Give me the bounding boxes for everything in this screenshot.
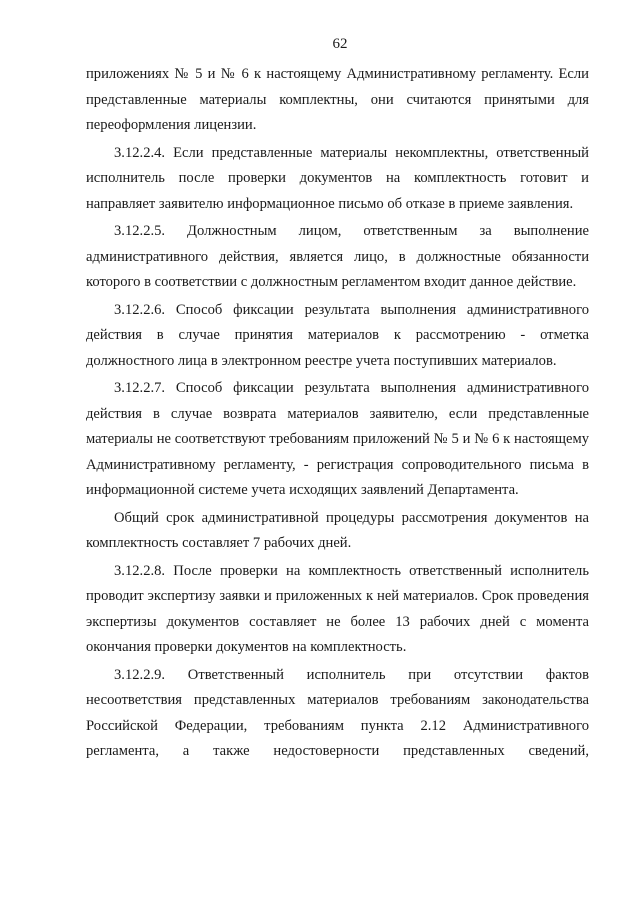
paragraph-3-12-2-5: 3.12.2.5. Должностным лицом, ответственным за выполнение административного действия, является лицо, в должностные обязанности которого в соответствии с должностным регламентом входит данное действие.	[86, 223, 589, 290]
paragraph-3-12-2-8: 3.12.2.8. После проверки на комплектность ответственный исполнитель проводит экспертизу заявки и приложенных к ней материалов. Срок проведения экспертизы документов составляет не более 13 рабочих дней с момента окончания проверки документов на комплектность.	[86, 562, 589, 655]
paragraph-3-12-2-4: 3.12.2.4. Если представленные материалы некомплектны, ответственный исполнитель после проверки документов на комплектность готовит и направляет заявителю информационное письмо об отказе в приеме заявления.	[86, 144, 589, 212]
paragraph-3-12-2-9: 3.12.2.9. Ответственный исполнитель при отсутствии фактов несоответствия представленных материалов требованиям законодательства Российской Федерации, требованиям пункта 2.12 Административного регламента, а также недостоверности представленных сведений,	[86, 666, 589, 759]
paragraph-total-term: Общий срок административной процедуры рассмотрения документов на комплектность составляет 7 рабочих дней.	[86, 509, 589, 551]
document-body	[86, 62, 589, 765]
paragraph-continuation: приложениях № 5 и № 6 к настоящему Административному регламенту. Если представленные материалы комплектны, они считаются принятыми для переоформления лицензии.	[86, 66, 589, 133]
page-number: 62	[332, 36, 348, 52]
paragraph-3-12-2-7: 3.12.2.7. Способ фиксации результата выполнения административного действия в случае возврата материалов заявителю, если представленные материалы не соответствуют требованиям приложений № 5 и № 6 к настоящему Административному регламенту, - регистрация сопроводительного письма в информационной системе учета исходящих заявлений Департамента.	[86, 380, 589, 498]
paragraph-3-12-2-6: 3.12.2.6. Способ фиксации результата выполнения административного действия в случае принятия материалов к рассмотрению - отметка должностного лица в электронном реестре учета поступивших материалов.	[86, 301, 589, 369]
